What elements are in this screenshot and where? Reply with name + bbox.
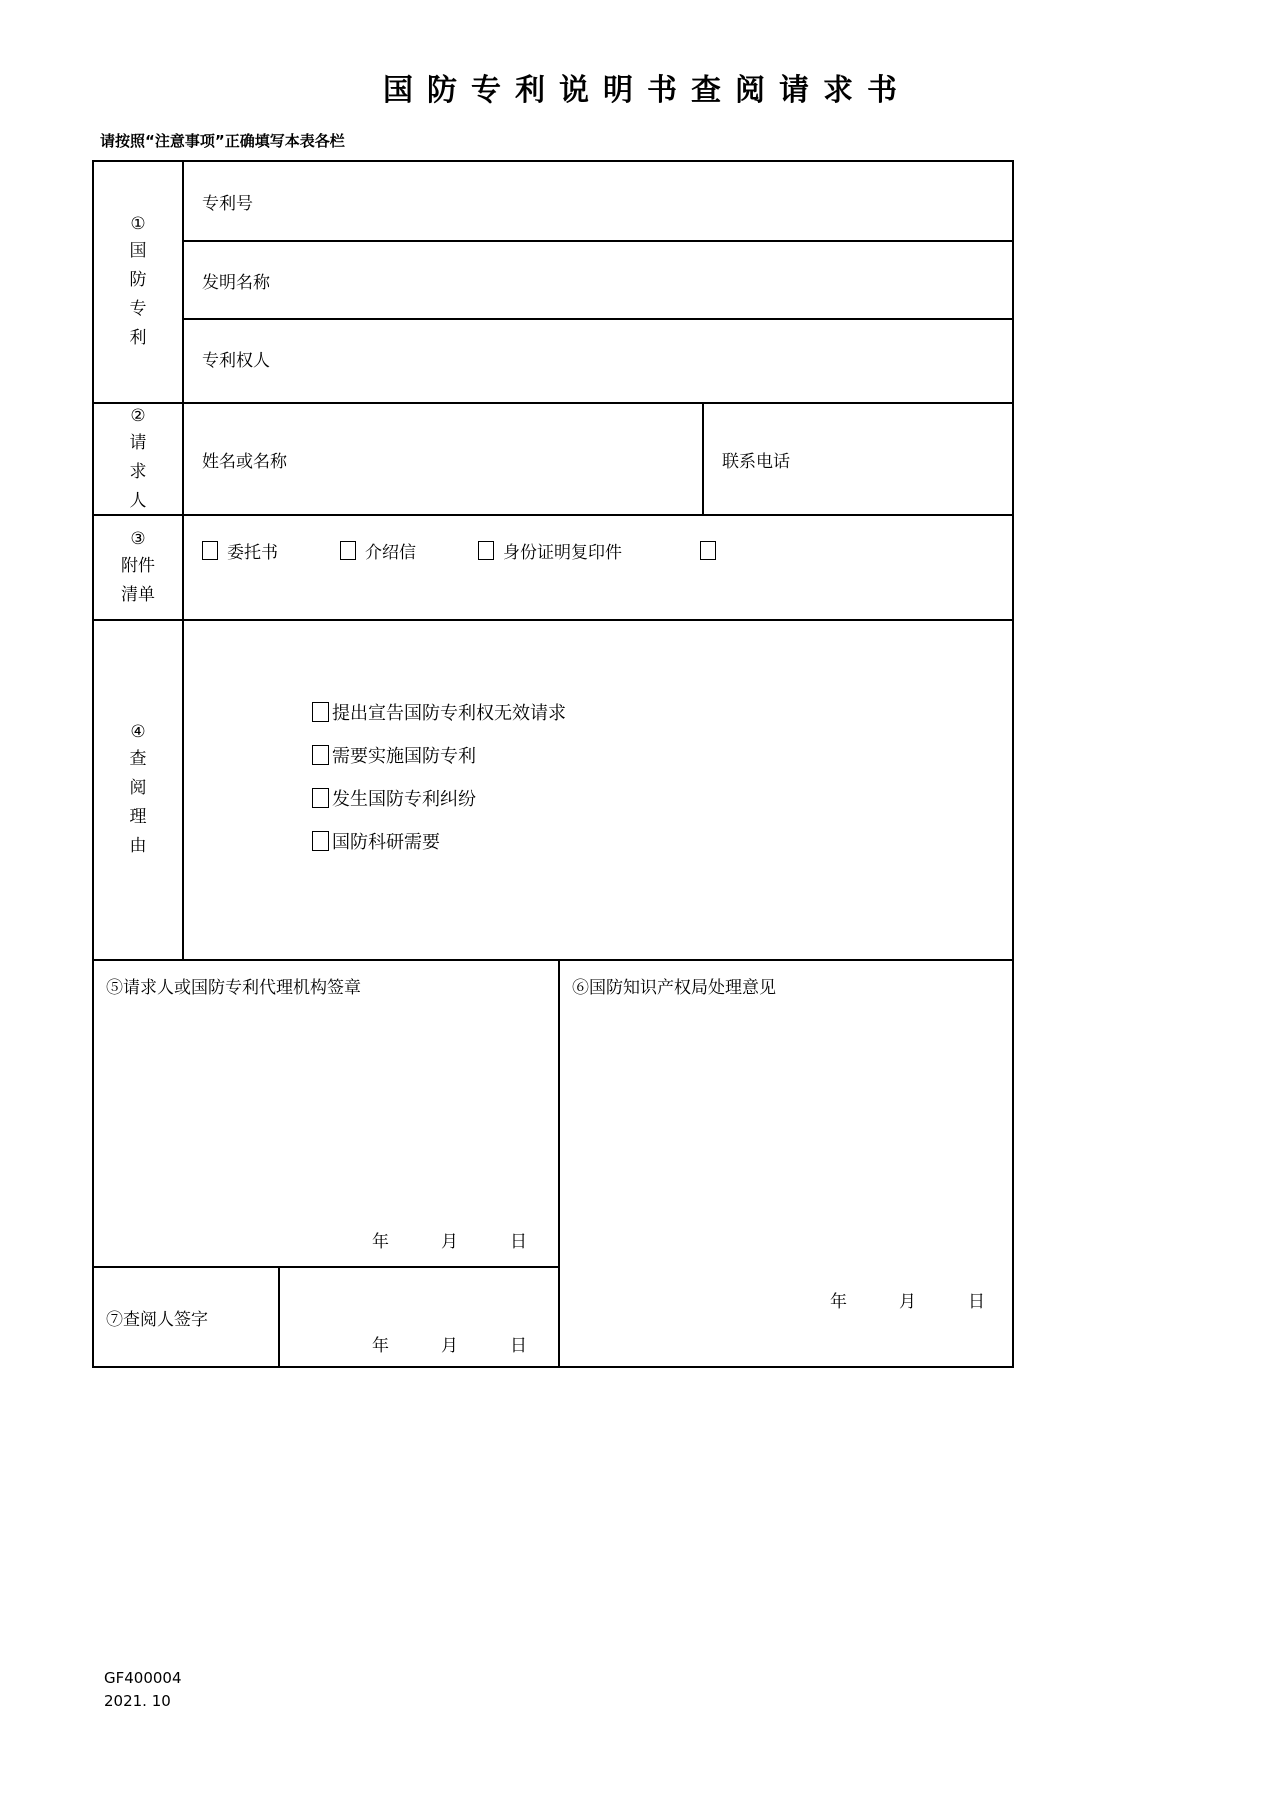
section-4-label xyxy=(94,621,184,959)
section-5-signature-area[interactable] xyxy=(94,998,558,1266)
attachment-list xyxy=(184,516,1012,619)
requester-phone-field[interactable] xyxy=(704,404,1012,514)
checkbox-icon[interactable] xyxy=(700,541,716,560)
reason-option-label: 提出宣告国防专利权无效请求 xyxy=(332,703,566,724)
section-3-row xyxy=(94,514,1012,619)
section-6-block xyxy=(560,961,1012,1366)
section-1-label-char-1: 防 xyxy=(129,270,147,290)
checkbox-icon[interactable] xyxy=(340,541,356,560)
section-4-label-char-2: 理 xyxy=(129,807,147,827)
section-7-title: ⑦查阅人签字 xyxy=(106,1309,208,1330)
section-7-date-year: 年 xyxy=(372,1336,389,1356)
attachment-option-label: 委托书 xyxy=(227,543,278,563)
reason-option-label: 发生国防专利纠纷 xyxy=(332,789,476,810)
section-7-label xyxy=(94,1268,280,1366)
section-2-label-char-0: 请 xyxy=(129,432,147,453)
section-4-label-char-3: 由 xyxy=(129,836,147,856)
section-6-opinion-area[interactable] xyxy=(560,998,1012,1334)
section-1-label-char-3: 利 xyxy=(129,328,147,348)
footer-form-code: GF400004 xyxy=(104,1669,182,1687)
section-6-date-year: 年 xyxy=(830,1292,847,1312)
footer-form-date: 2021. 10 xyxy=(104,1692,171,1710)
section-6-date-line xyxy=(830,1287,985,1312)
requester-phone-label: 联系电话 xyxy=(722,451,790,472)
section-5-date-year: 年 xyxy=(372,1232,389,1252)
section-4-index: ④ xyxy=(130,722,146,742)
section-7-signature-area[interactable] xyxy=(280,1268,558,1366)
form-footer xyxy=(104,1667,182,1713)
section-4-row xyxy=(94,619,1012,959)
section-5-date-day: 日 xyxy=(510,1232,527,1252)
section-1-label xyxy=(94,162,184,402)
checkbox-icon[interactable] xyxy=(312,831,329,851)
section-4-label-char-1: 阅 xyxy=(129,778,147,798)
attachment-option-label: 介绍信 xyxy=(365,543,416,563)
attachment-option-introduction-letter[interactable] xyxy=(340,538,416,563)
section-6-title: ⑥国防知识产权局处理意见 xyxy=(572,978,776,998)
section-5-title: ⑤请求人或国防专利代理机构签章 xyxy=(106,978,361,998)
section-2-row xyxy=(94,402,1012,514)
section-1-index: ① xyxy=(130,214,146,234)
section-2-label-char-2: 人 xyxy=(129,490,147,511)
attachment-option-other[interactable] xyxy=(700,541,725,560)
reason-option-invalidation-request[interactable] xyxy=(312,699,1012,725)
section-7-date-month: 月 xyxy=(441,1336,458,1356)
attachment-option-label: 身份证明复印件 xyxy=(503,543,622,563)
reason-option-defense-research[interactable] xyxy=(312,828,1012,854)
attachment-option-id-copy[interactable] xyxy=(478,538,622,563)
reason-option-label: 需要实施国防专利 xyxy=(332,746,476,767)
section-3-label-line-1: 清单 xyxy=(121,584,155,605)
reason-option-patent-dispute[interactable] xyxy=(312,785,1012,811)
checkbox-icon[interactable] xyxy=(312,702,329,722)
checkbox-icon[interactable] xyxy=(312,745,329,765)
patentee-field[interactable] xyxy=(184,318,1012,396)
invention-title-label: 发明名称 xyxy=(202,272,270,293)
checkbox-icon[interactable] xyxy=(478,541,494,560)
patent-number-field[interactable] xyxy=(184,162,1012,240)
section-1-label-char-2: 专 xyxy=(129,299,147,319)
section-5-date-line xyxy=(372,1227,527,1252)
section-7-date-line xyxy=(372,1331,527,1356)
requester-name-field[interactable] xyxy=(184,404,704,514)
section-2-index: ② xyxy=(130,405,146,426)
section-1-row xyxy=(94,162,1012,402)
consultation-reason-list xyxy=(184,621,1012,959)
section-6-date-month: 月 xyxy=(899,1292,916,1312)
section-7-row xyxy=(94,1266,558,1366)
invention-title-field[interactable] xyxy=(184,240,1012,318)
section-6-date-day: 日 xyxy=(968,1292,985,1312)
section-5-block xyxy=(94,961,560,1366)
section-4-label-char-0: 查 xyxy=(129,749,147,769)
checkbox-icon[interactable] xyxy=(312,788,329,808)
section-3-index: ③ xyxy=(130,528,146,549)
reason-option-label: 国防科研需要 xyxy=(332,832,440,853)
form-instruction-note: 请按照“注意事项”正确填写本表各栏 xyxy=(100,132,345,150)
section-3-label xyxy=(94,516,184,619)
attachment-options xyxy=(202,538,1012,563)
section-2-label-char-1: 求 xyxy=(129,461,147,482)
section-3-label-line-0: 附件 xyxy=(121,555,155,576)
section-2-label xyxy=(94,404,184,514)
patent-number-label: 专利号 xyxy=(202,193,253,214)
reason-option-implement-patent[interactable] xyxy=(312,742,1012,768)
requester-name-label: 姓名或名称 xyxy=(202,451,287,472)
patentee-label: 专利权人 xyxy=(202,350,270,371)
section-1-fields xyxy=(184,162,1012,402)
section-5-date-month: 月 xyxy=(441,1232,458,1252)
request-form-table xyxy=(92,160,1014,1368)
page-title: 国防专利说明书查阅请求书 xyxy=(383,73,911,108)
checkbox-icon[interactable] xyxy=(202,541,218,560)
section-1-label-char-0: 国 xyxy=(129,241,147,261)
signature-section-row xyxy=(94,959,1012,1366)
section-7-date-day: 日 xyxy=(510,1336,527,1356)
attachment-option-power-of-attorney[interactable] xyxy=(202,538,278,563)
